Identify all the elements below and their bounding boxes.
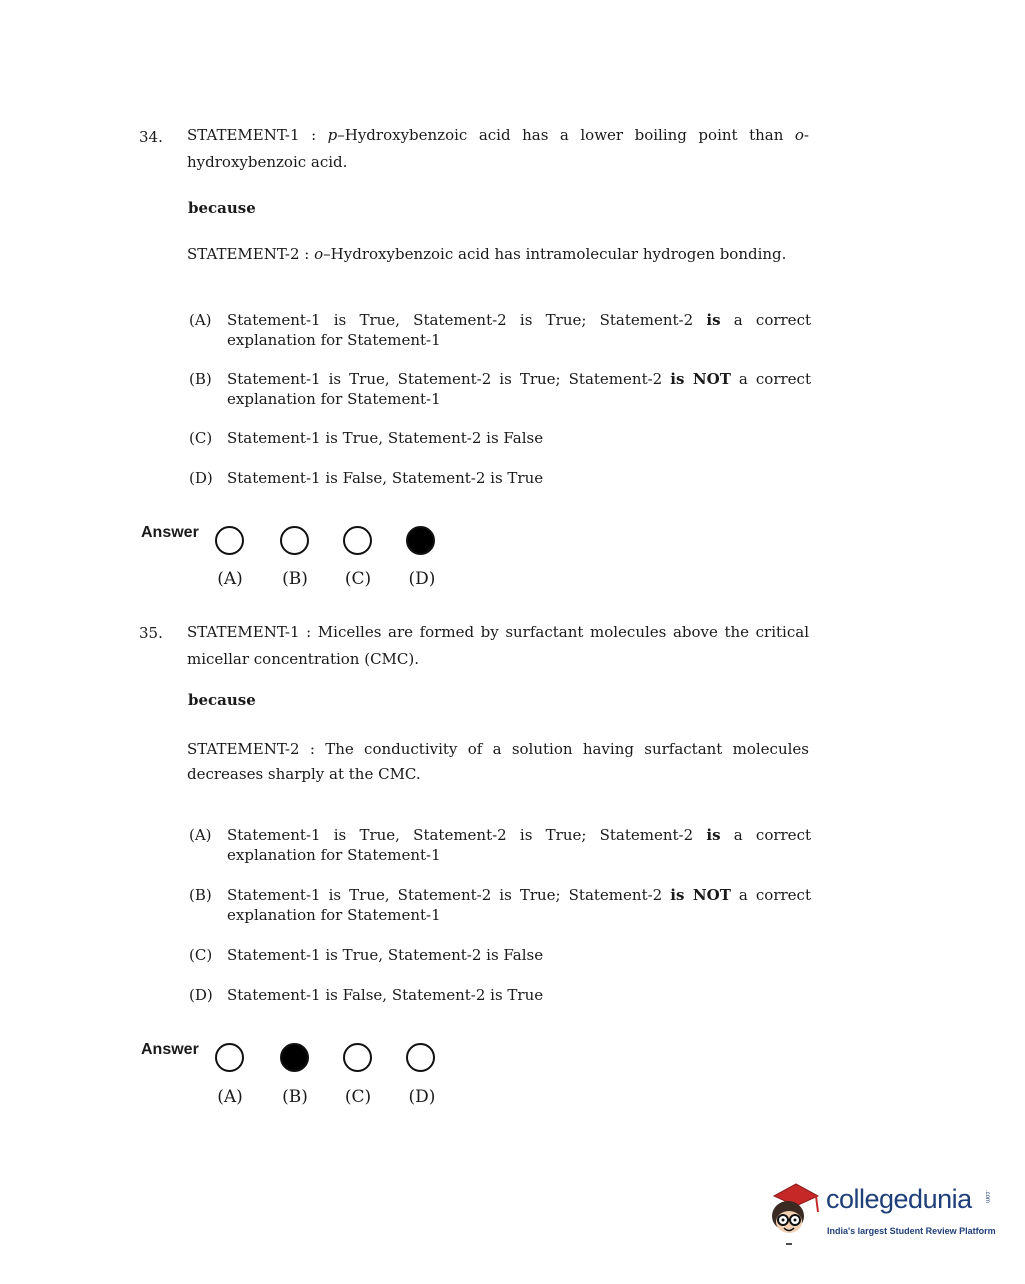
answer-bubble-d[interactable] xyxy=(406,1043,435,1072)
bubble-label-b: (B) xyxy=(282,1087,308,1107)
bubble-label-c: (C) xyxy=(344,569,372,589)
bubble-label-d: (D) xyxy=(408,1087,436,1107)
statement-2: STATEMENT-2 : The conductivity of a solution having surfactant molecules decreases sharply at the CMC. xyxy=(187,740,809,783)
bubble-label-a: (A) xyxy=(217,1087,243,1107)
logo-suffix: .com xyxy=(984,1190,990,1204)
logo-tagline: India's largest Student Review Platform xyxy=(827,1226,996,1236)
answer-bubble-b[interactable] xyxy=(280,1043,309,1072)
answer-bubble-b[interactable] xyxy=(280,526,309,555)
bubble-label-c: (C) xyxy=(344,1087,372,1107)
because-label: because xyxy=(188,691,256,709)
statement-1: STATEMENT-1 : Micelles are formed by surfactant molecules above the critical micellar concentration (CMC). xyxy=(187,623,809,668)
question-number: 34. xyxy=(139,128,163,146)
answer-bubble-a[interactable] xyxy=(215,1043,244,1072)
statement-2: STATEMENT-2 : o–Hydroxybenzoic acid has intramolecular hydrogen bonding. xyxy=(187,245,787,263)
bubble-label-b: (B) xyxy=(282,569,308,589)
answer-bubble-c[interactable] xyxy=(343,1043,372,1072)
answer-bubble-a[interactable] xyxy=(215,526,244,555)
bubble-label-d: (D) xyxy=(408,569,436,589)
logo-wordmark: collegedunia xyxy=(826,1184,972,1214)
answer-bubble-d[interactable] xyxy=(406,526,435,555)
statement-1: STATEMENT-1 : p–Hydroxybenzoic acid has a lower boiling point than o-hydroxybenzoic acid. xyxy=(187,126,809,171)
collegedunia-logo[interactable] xyxy=(766,1178,996,1248)
question-number: 35. xyxy=(139,624,163,642)
bubble-label-a: (A) xyxy=(217,569,243,589)
answer-label: Answer xyxy=(141,524,199,541)
mascot-icon xyxy=(766,1178,824,1248)
answer-label: Answer xyxy=(141,1041,199,1058)
because-label: because xyxy=(188,199,256,217)
answer-bubble-c[interactable] xyxy=(343,526,372,555)
